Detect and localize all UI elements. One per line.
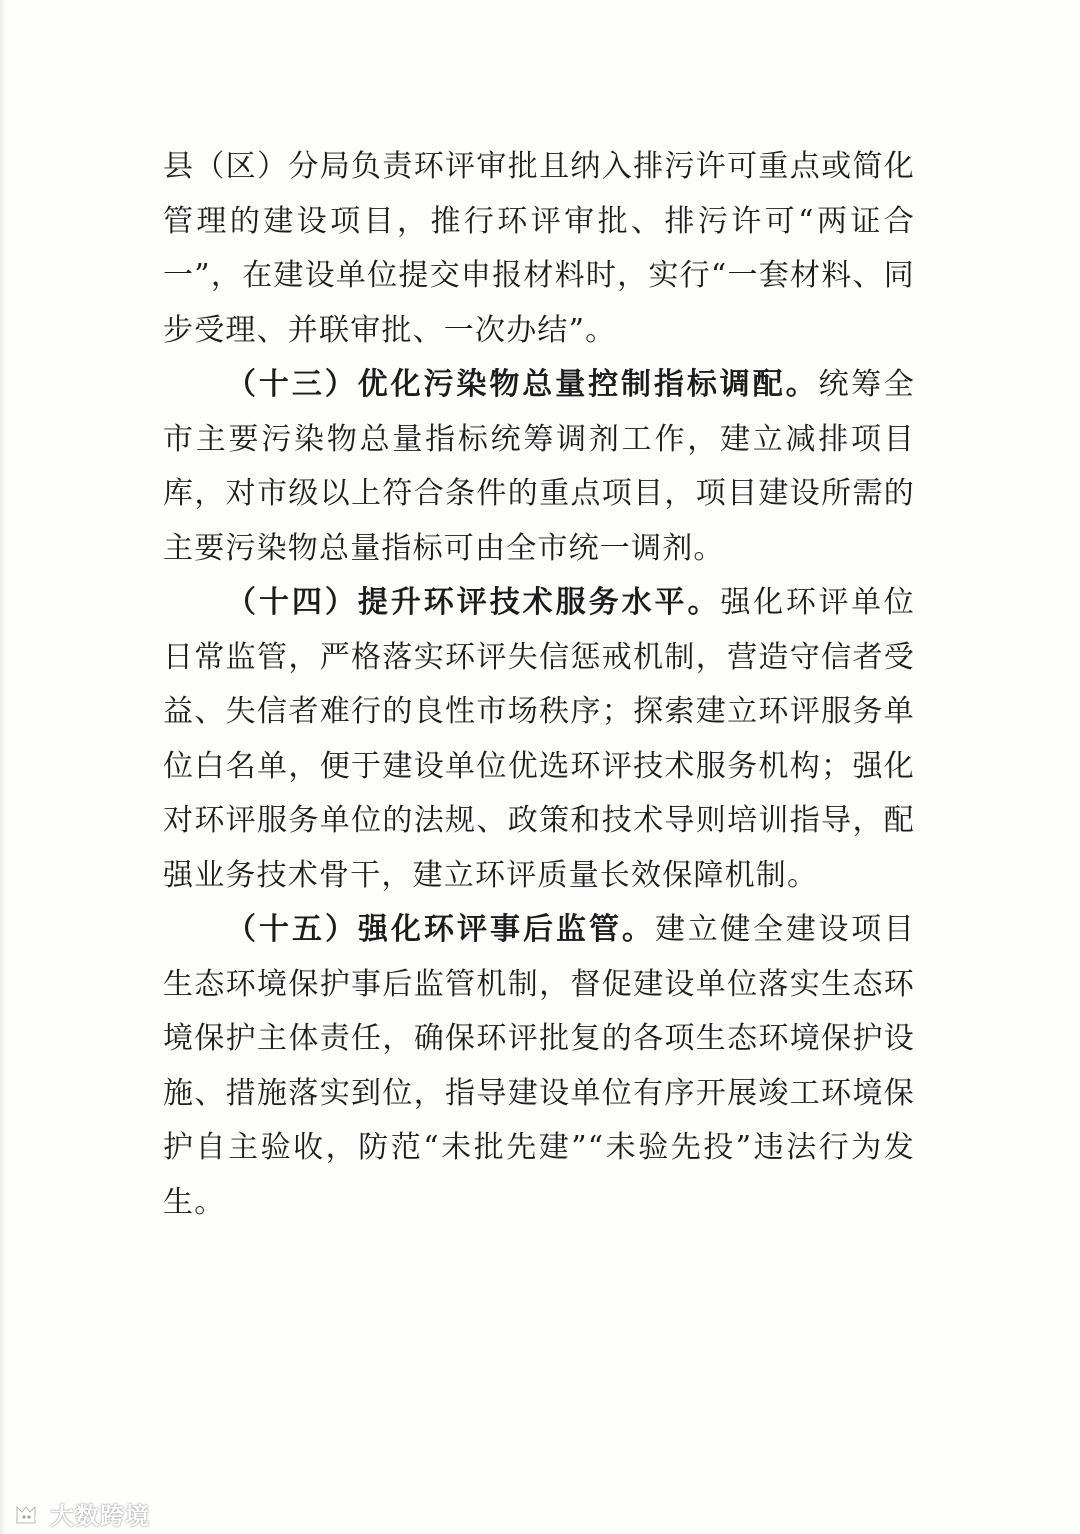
cat-logo-icon (14, 1501, 44, 1527)
paragraph-item-13 (163, 358, 915, 576)
paragraph-item-14 (163, 576, 915, 903)
paragraph-text: 建立健全建设项目生态环境保护事后监管机制，督促建设单位落实生态环境保护主体责任，确保环评批复的各项生态环境保护设施、措施落实到位，指导建设单位有序开展竣工环境保护自主验收，防范“未批先建”“未验先投”违法行为发生。 (163, 912, 915, 1220)
scan-edge-shadow (0, 0, 6, 1534)
document-body (163, 140, 915, 1230)
paragraph-heading: （十五）强化环评事后监管。 (226, 912, 655, 947)
paragraph-text: 强化环评单位日常监管，严格落实环评失信惩戒机制，营造守信者受益、失信者难行的良性市场秩序；探索建立环评服务单位白名单，便于建设单位优选环评技术服务机构；强化对环评服务单位的法规、政策和技术导则培训指导，配强业务技术骨干，建立环评质量长效保障机制。 (163, 585, 916, 893)
paragraph-text: 县（区）分局负责环评审批且纳入排污许可重点或简化管理的建设项目，推行环评审批、排污许可“两证合一”，在建设单位提交申报材料时，实行“一套材料、同步受理、并联审批、一次办结”。 (163, 149, 915, 348)
watermark-text: 大数跨境 (50, 1502, 150, 1530)
paragraph-heading: （十三）优化污染物总量控制指标调配。 (226, 367, 819, 402)
paragraph-text: 统筹全市主要污染物总量指标统筹调剂工作，建立减排项目库，对市级以上符合条件的重点项目，项目建设所需的主要污染物总量指标可由全市统一调剂。 (163, 367, 916, 566)
paragraph-heading: （十四）提升环评技术服务水平。 (226, 585, 721, 620)
paragraph-item-15 (163, 903, 915, 1230)
paragraph-continuation (163, 140, 915, 358)
watermark (14, 1496, 150, 1531)
